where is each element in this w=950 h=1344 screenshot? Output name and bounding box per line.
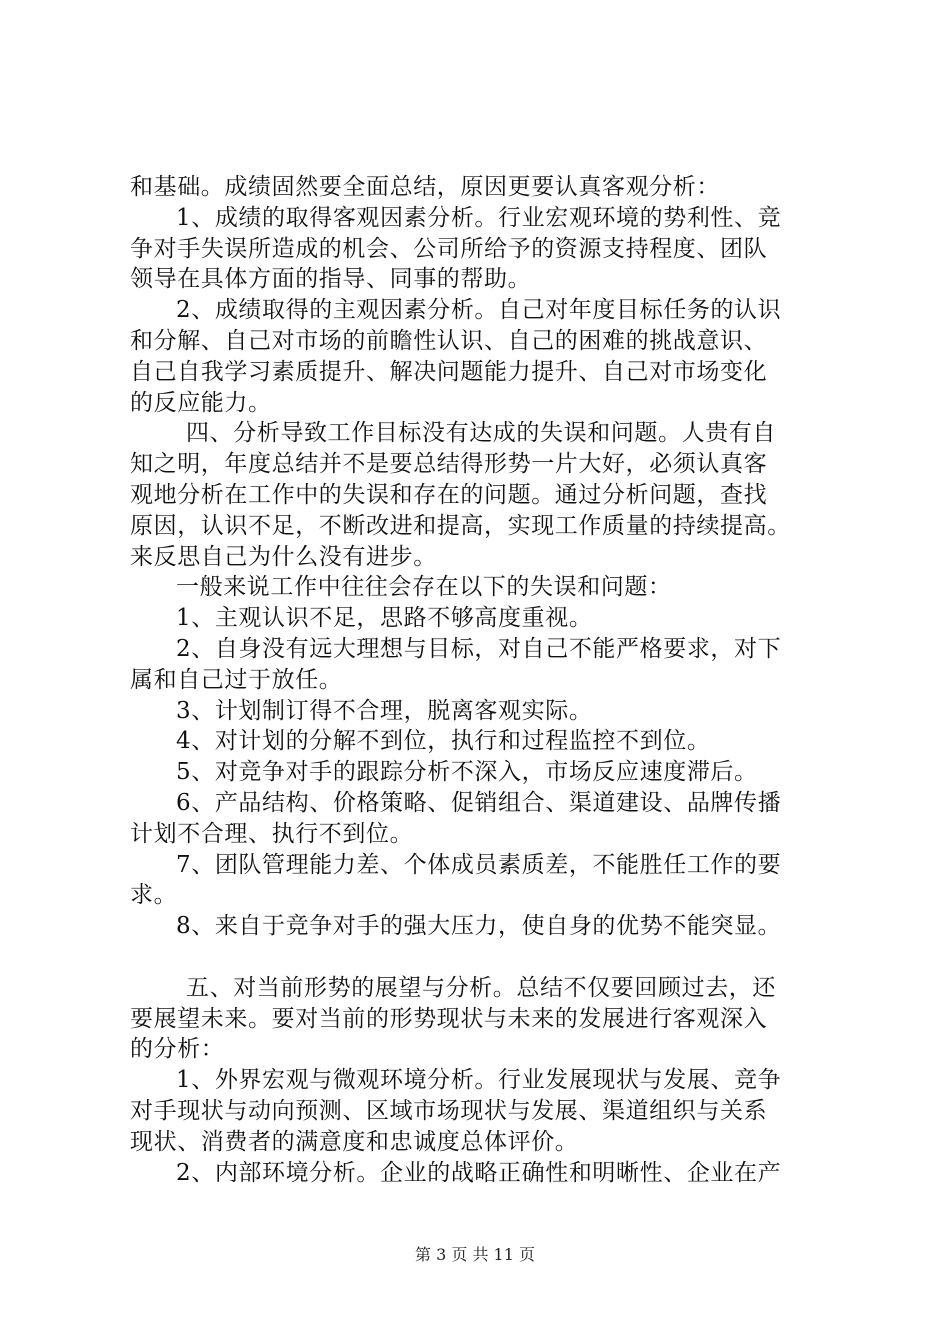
text-line: 属和自己过于放任。	[130, 666, 343, 693]
page-number-footer: 第 3 页 共 11 页	[415, 1245, 535, 1264]
document-body	[130, 172, 830, 1188]
text-line: 计划不合理、执行不到位。	[130, 820, 414, 847]
text-line: 要展望未来。要对当前的形势现状与未来的发展进行客观深入	[130, 1005, 768, 1032]
text-line: 7、团队管理能力差、个体成员素质差，不能胜任工作的要	[176, 851, 782, 878]
text-line: 知之明，年度总结并不是要总结得形势一片大好，必须认真客	[130, 451, 768, 478]
text-line: 1、成绩的取得客观因素分析。行业宏观环境的势利性、竞	[176, 204, 782, 231]
text-line: 2、成绩取得的主观因素分析。自己对年度目标任务的认识	[176, 297, 782, 324]
text-line: 4、对计划的分解不到位，执行和过程监控不到位。	[176, 728, 711, 755]
text-line: 1、主观认识不足，思路不够高度重视。	[176, 605, 593, 632]
text-line: 的分析：	[130, 1036, 225, 1063]
text-line: 四、分析导致工作目标没有达成的失误和问题。人贵有自	[186, 420, 776, 447]
text-line: 争对手失误所造成的机会、公司所给予的资源支持程度、团队	[130, 235, 768, 262]
text-line: 和基础。成绩固然要全面总结，原因更要认真客观分析：	[130, 174, 720, 200]
text-line: 和分解、自己对市场的前瞻性认识、自己的困难的挑战意识、	[130, 327, 768, 354]
text-line: 5、对竞争对手的跟踪分析不深入，市场反应速度滞后。	[176, 759, 758, 786]
text-line: 8、来自于竞争对手的强大压力，使自身的优势不能突显。	[176, 913, 782, 940]
text-line: 2、自身没有远大理想与目标，对自己不能严格要求，对下	[176, 635, 782, 662]
paragraph-gap	[130, 942, 830, 973]
text-line: 求。	[130, 882, 178, 909]
text-line: 五、对当前形势的展望与分析。总结不仅要回顾过去，还	[186, 974, 776, 1001]
text-line: 2、内部环境分析。企业的战略正确性和明晰性、企业在产	[176, 1159, 782, 1186]
text-line: 的反应能力。	[130, 389, 272, 416]
text-line: 6、产品结构、价格策略、促销组合、渠道建设、品牌传播	[176, 789, 782, 816]
text-line: 自己自我学习素质提升、解决问题能力提升、自己对市场变化	[130, 358, 768, 385]
text-line: 现状、消费者的满意度和忠诚度总体评价。	[130, 1128, 579, 1155]
text-line: 领导在具体方面的指导、同事的帮助。	[130, 266, 532, 293]
text-line: 对手现状与动向预测、区域市场现状与发展、渠道组织与关系	[130, 1097, 768, 1124]
text-line: 来反思自己为什么没有进步。	[130, 543, 437, 570]
text-line: 一般来说工作中往往会存在以下的失误和问题：	[176, 574, 672, 601]
text-line: 观地分析在工作中的失误和存在的问题。通过分析问题，查找	[130, 481, 768, 508]
text-line: 3、计划制订得不合理，脱离客观实际。	[176, 697, 593, 724]
text-line: 原因，认识不足，不断改进和提高，实现工作质量的持续提高。	[130, 512, 791, 539]
text-line: 1、外界宏观与微观环境分析。行业发展现状与发展、竞争	[176, 1067, 782, 1094]
